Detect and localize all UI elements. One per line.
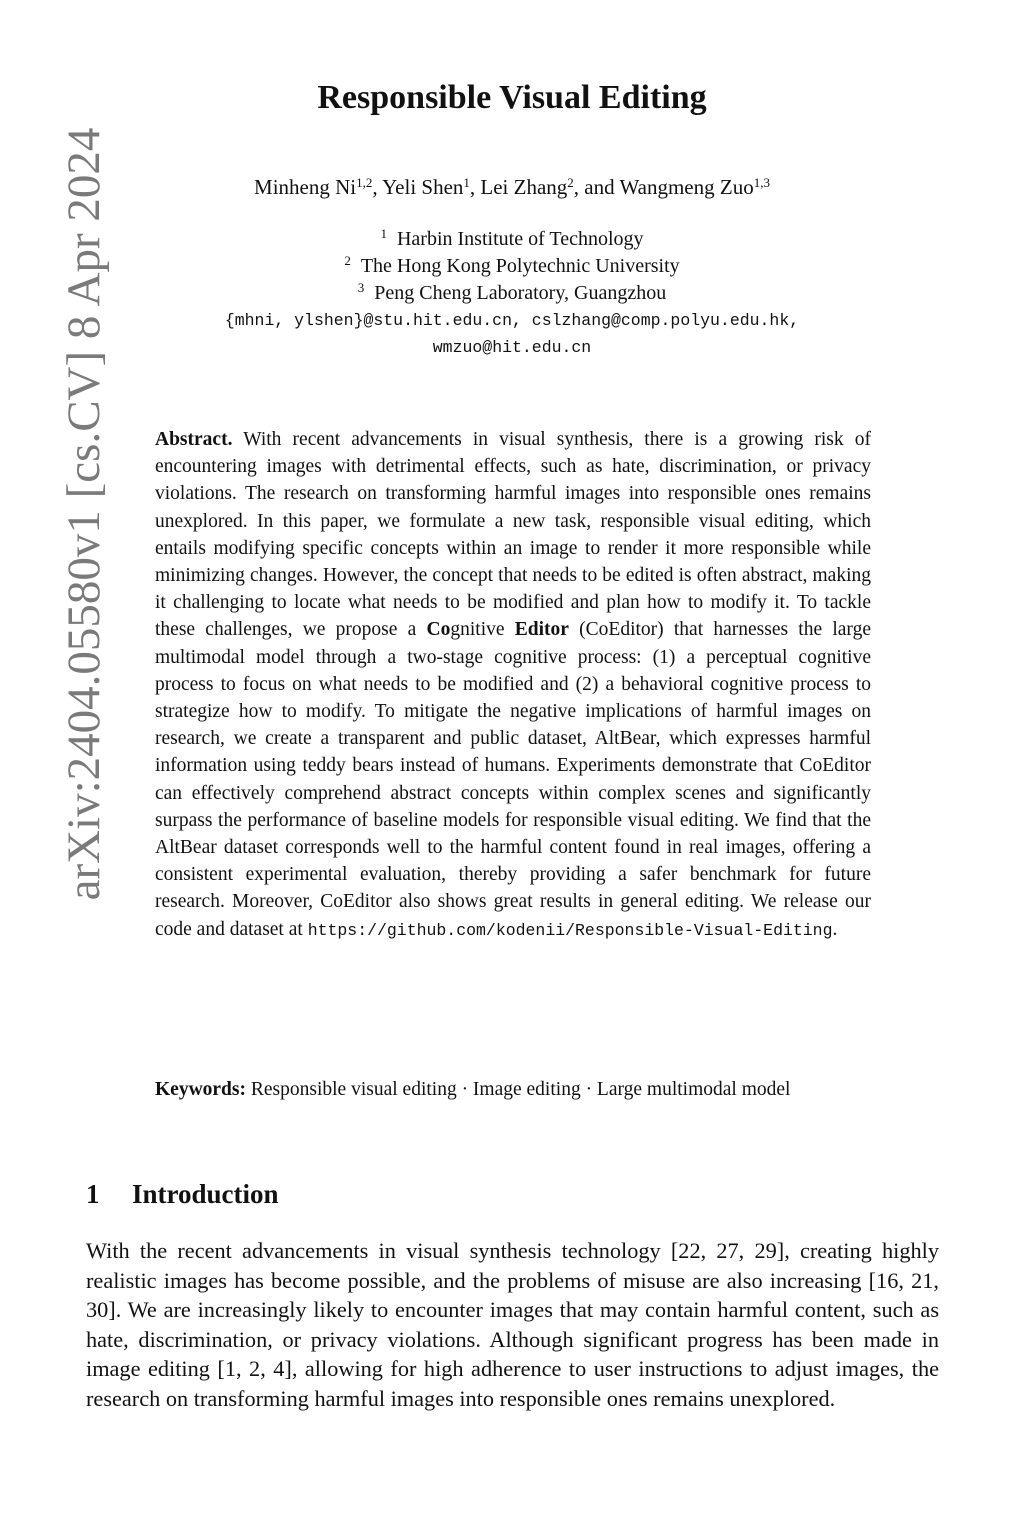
abstract-text-end: . <box>832 918 838 940</box>
abstract-label: Abstract. <box>155 429 233 450</box>
affiliation-name: The Hong Kong Polytechnic University <box>360 255 680 277</box>
author-emails-line-2[interactable]: wmzuo@hit.edu.cn <box>432 338 592 357</box>
author-emails-line-1[interactable]: {mhni, ylshen}@stu.hit.edu.cn, cslzhang@comp.polyu.edu.hk, <box>224 311 800 330</box>
author-list <box>0 173 1024 201</box>
affiliations-block <box>0 226 1024 361</box>
affiliation-line <box>0 253 1024 280</box>
author-affiliation-marker: 1 <box>463 174 470 190</box>
keywords-paragraph <box>155 1076 871 1103</box>
abstract-text: With recent advancements in visual synthesis, there is a growing risk of encountering images with detrimental effects, such as hate, discrimination, or privacy violations. The research on transforming harmful images into responsible ones remains unexplored. In this paper, we formulate a new task, responsible visual editing, which entails modifying specific concepts within an image to render it more responsible while minimizing changes. However, the concept that needs to be edited is often abstract, making it challenging to locate what needs to be modified and plan how to modify it. To tackle these challenges, we propose a <box>155 429 871 641</box>
author-separator: , <box>469 175 481 199</box>
author-name: Yeli Shen <box>382 175 464 199</box>
section-number: 1 <box>86 1179 100 1209</box>
author-name: Minheng Ni <box>254 175 357 199</box>
affiliation-name: Harbin Institute of Technology <box>396 228 644 250</box>
section-heading-introduction <box>86 1176 279 1212</box>
affiliation-number: 1 <box>380 225 387 241</box>
affiliation-line <box>0 226 1024 253</box>
author-affiliation-marker: 1,3 <box>753 174 770 190</box>
author-affiliation-marker: 2 <box>567 174 574 190</box>
keywords-text: Responsible visual editing · Image editing · Large multimodal model <box>250 1079 791 1100</box>
affiliation-number: 3 <box>357 279 365 295</box>
author-affiliation-marker: 1,2 <box>356 174 373 190</box>
author-name: Wangmeng Zuo <box>619 175 754 199</box>
abstract-text: (CoEditor) that harnesses the large multimodal model through a two-stage cognitive process: (1) a perceptual cognitive process to focus on what needs to be modified and (2) a behavioral cognitive process to strategize how to modify. To mitigate the negative implications of harmful images on research, we create a transparent and public dataset, AltBear, which expresses harmful information using teddy bears instead of humans. Experiments demonstrate that CoEditor can effectively comprehend abstract concepts within complex scenes and significantly surpass the performance of baseline models for responsible visual editing. We find that the AltBear dataset corresponds well to the harmful content found in real images, offering a consistent experimental evaluation, thereby providing a safer benchmark for future research. Moreover, CoEditor also shows great results in general editing. We release our code and dataset at <box>155 619 871 940</box>
keywords-label: Keywords: <box>155 1079 246 1100</box>
code-repository-link[interactable]: https://github.com/kodenii/Responsible-Visual-Editing <box>307 920 833 940</box>
abstract-text: gnitive <box>450 619 515 641</box>
affiliation-line <box>0 280 1024 307</box>
introduction-paragraph: With the recent advancements in visual synthesis technology [22, 27, 29], creating highly realistic images has become possible, and the problems of misuse are also increasing [16, 21, 30]. We are increasingly likely to encounter images that may contain harmful content, such as hate, discrimination, or privacy violations. Although significant progress has been made in image editing [1, 2, 4], allowing for high adherence to user instructions to adjust images, the research on transforming harmful images into responsible ones remains unexplored. <box>86 1238 939 1411</box>
section-title: Introduction <box>132 1179 279 1209</box>
author-separator: , and <box>573 175 620 199</box>
affiliation-name: Peng Cheng Laboratory, Guangzhou <box>374 282 667 304</box>
author-name: Lei Zhang <box>480 175 568 199</box>
author-separator: , <box>372 175 383 199</box>
affiliation-number: 2 <box>344 252 351 268</box>
abstract-bold-editor: Editor <box>514 619 569 641</box>
abstract-bold-co: Co <box>426 619 451 641</box>
abstract-paragraph <box>155 426 871 944</box>
arxiv-identifier-stamp[interactable]: arXiv:2404.05580v1 [cs.CV] 8 Apr 2024 <box>58 127 110 901</box>
paper-title: Responsible Visual Editing <box>317 79 707 116</box>
